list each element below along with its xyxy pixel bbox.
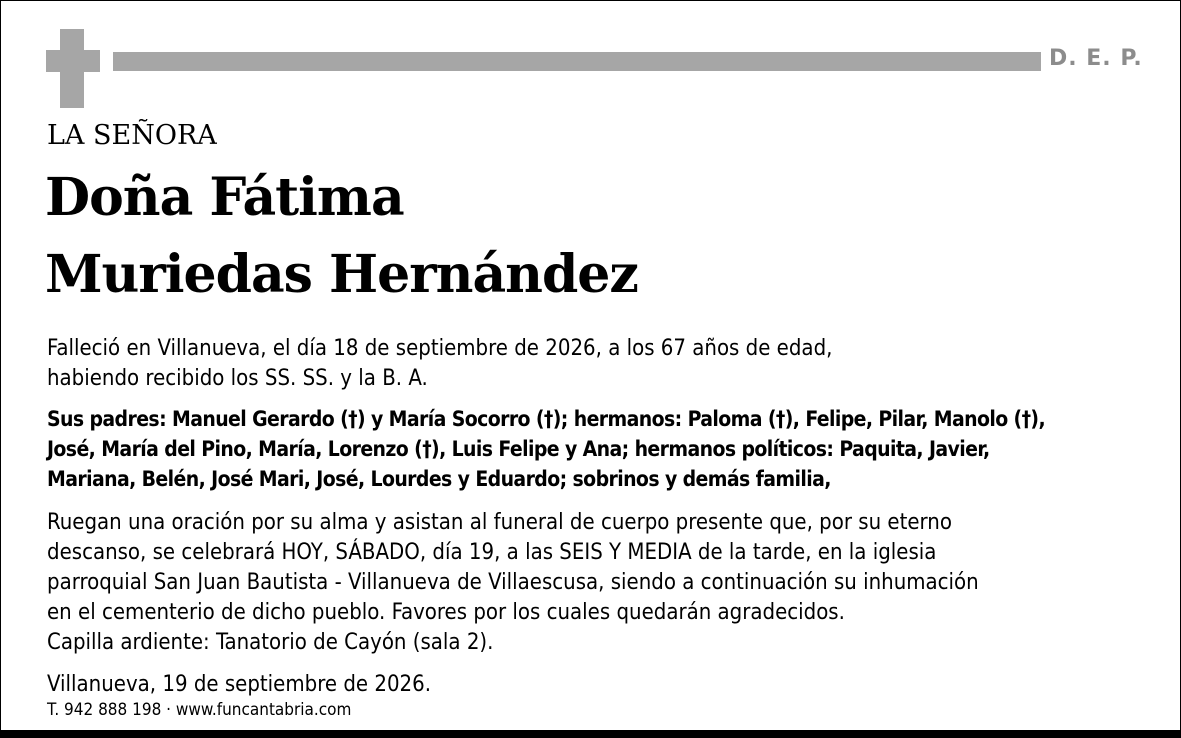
death-notice-line: habiendo recibido los SS. SS. y la B. A. <box>47 366 428 391</box>
funeral-line: Capilla ardiente: Tanatorio de Cayón (sala 2). <box>47 630 494 655</box>
funeral-line: en el cementerio de dicho pueblo. Favores por los cuales quedarán agradecidos. <box>47 600 845 625</box>
deceased-name-line1: Doña Fátima <box>45 167 404 228</box>
deceased-name-line2: Muriedas Hernández <box>45 244 638 305</box>
death-notice <box>47 334 832 394</box>
contact-info: T. 942 888 198 · www.funcantabria.com <box>47 700 352 720</box>
dep-label: D. E. P. <box>1049 46 1143 71</box>
family-line: Mariana, Belén, José Mari, José, Lourdes y Eduardo; sobrinos y demás familia, <box>47 467 831 491</box>
death-notice-line: Falleció en Villanueva, el día 18 de septiembre de 2026, a los 67 años de edad, <box>47 336 833 361</box>
family-list <box>47 404 1045 494</box>
bottom-bar <box>0 730 1181 738</box>
funeral-line: parroquial San Juan Bautista - Villanueva de Villaescusa, siendo a continuación su inhumación <box>47 570 979 595</box>
cross-icon-horizontal <box>46 50 100 72</box>
deceased-title: LA SEÑORA <box>47 120 217 151</box>
funeral-line: Ruegan una oración por su alma y asistan al funeral de cuerpo presente que, por su eterno <box>47 510 952 535</box>
funeral-line: descanso, se celebrará HOY, SÁBADO, día 19, a las SEIS Y MEDIA de la tarde, en la iglesia <box>47 540 937 565</box>
header-rule <box>113 52 1041 71</box>
funeral-details <box>47 508 979 658</box>
family-line: Sus padres: Manuel Gerardo (†) y María Socorro (†); hermanos: Paloma (†), Felipe, Pilar, Manolo (†), <box>47 407 1046 431</box>
family-line: José, María del Pino, María, Lorenzo (†), Luis Felipe y Ana; hermanos políticos: Paquita, Javier, <box>47 437 990 461</box>
place-date: Villanueva, 19 de septiembre de 2026. <box>47 672 432 697</box>
